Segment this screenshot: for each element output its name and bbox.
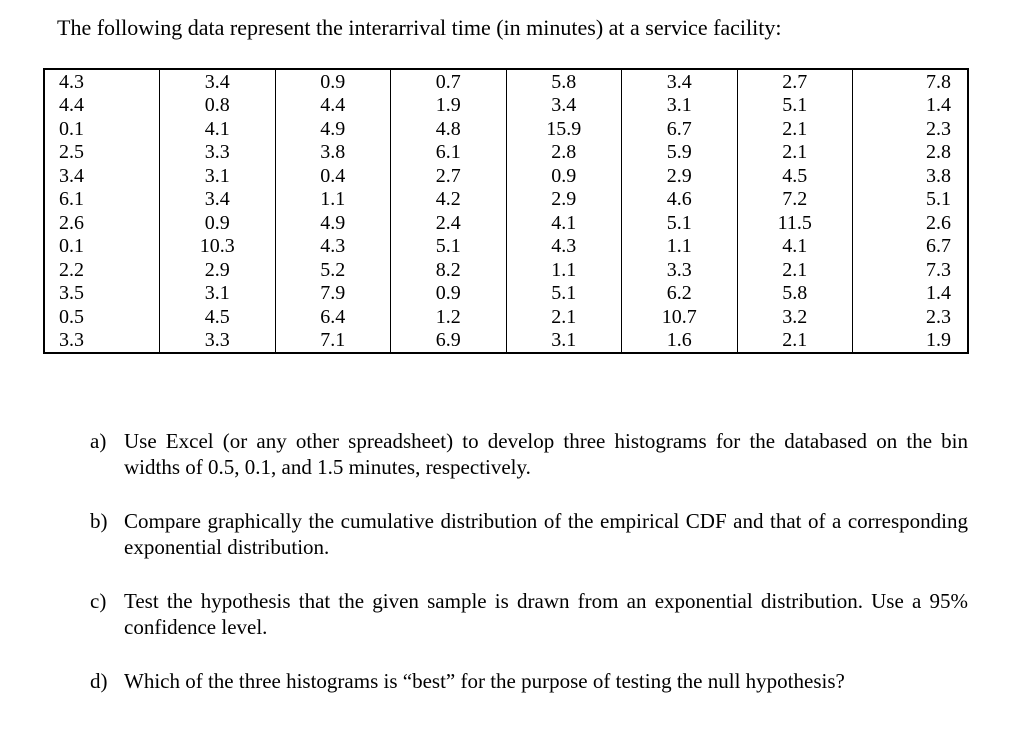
table-cell: 2.7 (391, 164, 507, 188)
table-row (44, 94, 968, 118)
table-cell: 1.1 (622, 235, 738, 259)
table-cell: 3.5 (44, 282, 160, 306)
question-label: c) (90, 589, 107, 613)
question-text: Compare graphically the cumulative distribution of the empirical CDF and that of a corresponding exponential distribution. (124, 509, 968, 559)
table-cell: 1.9 (391, 94, 507, 118)
table-cell: 1.1 (275, 188, 391, 212)
table-row (44, 211, 968, 235)
table-row (44, 305, 968, 329)
table-row (44, 258, 968, 282)
table-cell: 5.2 (275, 258, 391, 282)
table-cell: 1.1 (506, 258, 622, 282)
table-cell: 2.6 (44, 211, 160, 235)
table-row (44, 235, 968, 259)
table-cell: 4.4 (275, 94, 391, 118)
question-d (90, 668, 968, 694)
table-cell: 5.1 (622, 211, 738, 235)
question-label: d) (90, 669, 108, 693)
table-cell: 0.9 (506, 164, 622, 188)
table-cell: 2.6 (853, 211, 969, 235)
table-cell: 4.1 (506, 211, 622, 235)
table-cell: 2.5 (44, 141, 160, 165)
table-cell: 3.1 (160, 282, 276, 306)
table-cell: 2.9 (160, 258, 276, 282)
table-cell: 7.8 (853, 69, 969, 94)
table-cell: 7.9 (275, 282, 391, 306)
table-row (44, 188, 968, 212)
table-cell: 4.8 (391, 117, 507, 141)
table-cell: 4.3 (44, 69, 160, 94)
table-cell: 5.8 (506, 69, 622, 94)
table-cell: 2.4 (391, 211, 507, 235)
table-cell: 2.7 (737, 69, 853, 94)
table-cell: 3.4 (160, 188, 276, 212)
table-cell: 15.9 (506, 117, 622, 141)
table-cell: 3.3 (160, 329, 276, 354)
table-cell: 3.4 (160, 69, 276, 94)
question-label: a) (90, 429, 107, 453)
table-cell: 0.9 (160, 211, 276, 235)
table-cell: 3.4 (506, 94, 622, 118)
table-cell: 2.1 (737, 141, 853, 165)
table-cell: 1.2 (391, 305, 507, 329)
table-cell: 2.1 (737, 329, 853, 354)
table-cell: 2.3 (853, 305, 969, 329)
table-cell: 3.1 (622, 94, 738, 118)
table-cell: 1.4 (853, 282, 969, 306)
table-cell: 2.1 (506, 305, 622, 329)
table-cell: 3.8 (275, 141, 391, 165)
table-cell: 3.1 (506, 329, 622, 354)
table-cell: 5.9 (622, 141, 738, 165)
table-row (44, 69, 968, 94)
table-cell: 4.9 (275, 211, 391, 235)
table-cell: 4.3 (506, 235, 622, 259)
table-cell: 0.9 (391, 282, 507, 306)
table-cell: 4.9 (275, 117, 391, 141)
table-cell: 3.3 (160, 141, 276, 165)
table-cell: 6.2 (622, 282, 738, 306)
table-cell: 1.4 (853, 94, 969, 118)
table-row (44, 164, 968, 188)
table-cell: 4.6 (622, 188, 738, 212)
table-cell: 0.4 (275, 164, 391, 188)
table-cell: 6.4 (275, 305, 391, 329)
table-cell: 8.2 (391, 258, 507, 282)
table-row (44, 329, 968, 354)
table-cell: 6.1 (391, 141, 507, 165)
table-cell: 6.7 (622, 117, 738, 141)
table-cell: 2.9 (622, 164, 738, 188)
table-cell: 4.1 (160, 117, 276, 141)
table-cell: 4.3 (275, 235, 391, 259)
table-cell: 2.8 (506, 141, 622, 165)
table-cell: 4.2 (391, 188, 507, 212)
table-cell: 2.8 (853, 141, 969, 165)
table-cell: 2.9 (506, 188, 622, 212)
table-cell: 7.3 (853, 258, 969, 282)
table-cell: 6.9 (391, 329, 507, 354)
interarrival-data-table (43, 68, 969, 354)
table-cell: 3.1 (160, 164, 276, 188)
table-cell: 11.5 (737, 211, 853, 235)
table-cell: 7.2 (737, 188, 853, 212)
table-cell: 4.5 (737, 164, 853, 188)
table-cell: 3.2 (737, 305, 853, 329)
table-cell: 2.1 (737, 258, 853, 282)
table-cell: 2.2 (44, 258, 160, 282)
table-cell: 5.8 (737, 282, 853, 306)
table-cell: 2.3 (853, 117, 969, 141)
table-cell: 0.8 (160, 94, 276, 118)
table-row (44, 117, 968, 141)
question-a (90, 428, 968, 480)
table-cell: 4.1 (737, 235, 853, 259)
table-cell: 6.1 (44, 188, 160, 212)
table-cell: 3.4 (44, 164, 160, 188)
table-cell: 5.1 (853, 188, 969, 212)
table-cell: 0.1 (44, 117, 160, 141)
question-label: b) (90, 509, 108, 533)
table-cell: 10.3 (160, 235, 276, 259)
table-cell: 6.7 (853, 235, 969, 259)
table-cell: 2.1 (737, 117, 853, 141)
table-cell: 0.5 (44, 305, 160, 329)
table-cell: 5.1 (506, 282, 622, 306)
table-cell: 7.1 (275, 329, 391, 354)
table-cell: 0.7 (391, 69, 507, 94)
question-list (90, 428, 968, 722)
table-cell: 3.4 (622, 69, 738, 94)
table-cell: 0.1 (44, 235, 160, 259)
table-cell: 10.7 (622, 305, 738, 329)
table-cell: 3.3 (622, 258, 738, 282)
question-text: Which of the three histograms is “best” for the purpose of testing the null hypothesis? (124, 669, 845, 693)
table-cell: 1.9 (853, 329, 969, 354)
table-row (44, 282, 968, 306)
table-cell: 1.6 (622, 329, 738, 354)
table-body (44, 69, 968, 353)
question-text: Test the hypothesis that the given sample is drawn from an exponential distribution. Use a 95% confidence level. (124, 589, 968, 639)
table-cell: 4.5 (160, 305, 276, 329)
table-cell: 0.9 (275, 69, 391, 94)
question-b (90, 508, 968, 560)
table-cell: 3.8 (853, 164, 969, 188)
table-cell: 3.3 (44, 329, 160, 354)
table-cell: 5.1 (737, 94, 853, 118)
table-cell: 5.1 (391, 235, 507, 259)
table-row (44, 141, 968, 165)
intro-text: The following data represent the interarrival time (in minutes) at a service facility: (57, 15, 782, 40)
question-c (90, 588, 968, 640)
question-text: Use Excel (or any other spreadsheet) to develop three histograms for the databased on the bin widths of 0.5, 0.1, and 1.5 minutes, respectively. (124, 429, 968, 479)
table-cell: 4.4 (44, 94, 160, 118)
